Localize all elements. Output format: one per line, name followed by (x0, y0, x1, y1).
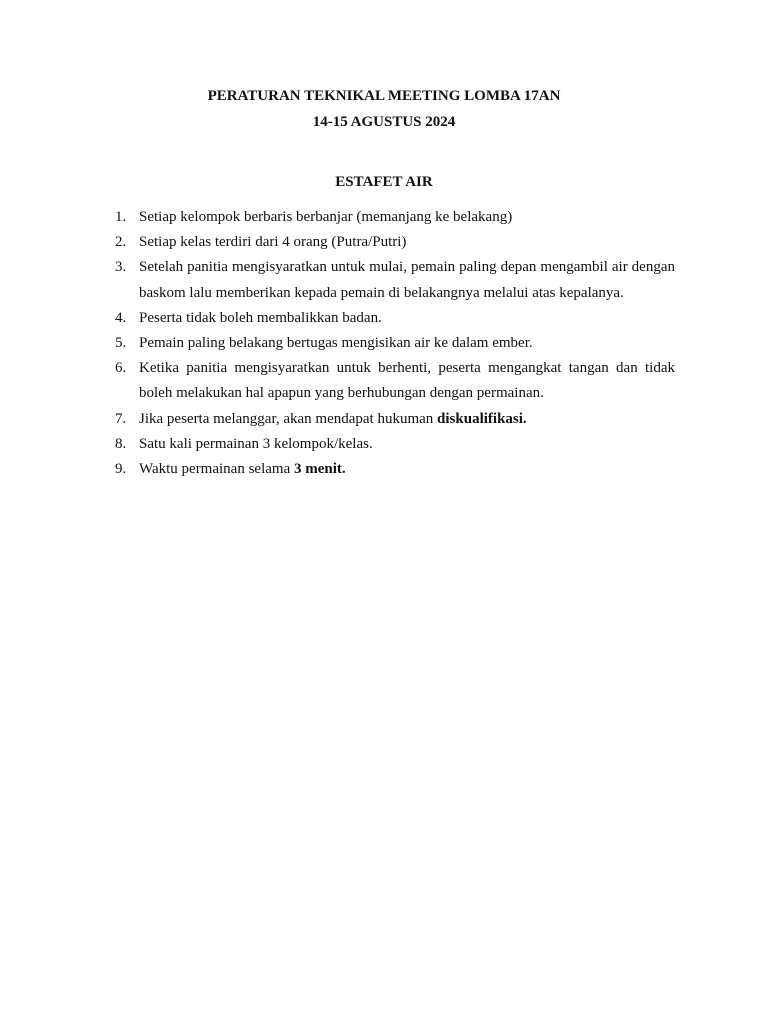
rule-text: Waktu permainan selama (139, 461, 294, 478)
section-heading: ESTAFET AIR (335, 174, 433, 190)
rule-item (113, 255, 675, 305)
rule-number: 8. (115, 435, 127, 452)
rule-item (113, 205, 675, 230)
rule-number: 2. (115, 234, 127, 251)
rule-text: Jika peserta melanggar, akan mendapat hukuman (139, 410, 438, 427)
rule-item (113, 331, 675, 356)
rule-text: Setiap kelompok berbaris berbanjar (memanjang ke belakang) (139, 209, 513, 225)
rule-text: Pemain paling belakang bertugas mengisikan air ke dalam ember. (139, 335, 533, 352)
rule-item (113, 457, 675, 482)
rule-text: Ketika panitia mengisyaratkan untuk berhenti, peserta mengangkat tangan dan tidak boleh melakukan hal apapun yang berhubungan dengan permainan. (139, 360, 675, 402)
document-title: PERATURAN TEKNIKAL MEETING LOMBA 17AN (207, 88, 561, 104)
rule-number: 7. (115, 410, 127, 427)
rules-list (113, 205, 675, 482)
rule-text: Setiap kelas terdiri dari 4 orang (Putra/Putri) (139, 234, 407, 251)
document-date: 14-15 AGUSTUS 2024 (312, 114, 456, 130)
rule-item (113, 306, 675, 331)
rule-item (113, 356, 675, 406)
rule-number: 1. (115, 209, 127, 225)
rule-number: 9. (115, 461, 127, 478)
rule-text: Setelah panitia mengisyaratkan untuk mulai, pemain paling depan mengambil air dengan baskom lalu memberikan kepada pemain di belakangnya melalui atas kepalanya. (139, 259, 675, 301)
rule-item (113, 407, 675, 432)
rule-emphasis: diskualifikasi. (437, 410, 527, 427)
rule-number: 3. (115, 259, 127, 276)
rule-text: Peserta tidak boleh membalikkan badan. (139, 309, 382, 326)
rule-number: 5. (115, 335, 127, 352)
rule-emphasis: 3 menit. (293, 461, 346, 478)
rule-number: 4. (115, 309, 127, 326)
rule-number: 6. (115, 360, 127, 377)
rule-item (113, 432, 675, 457)
rule-text: Satu kali permainan 3 kelompok/kelas. (139, 435, 373, 452)
rule-item (113, 230, 675, 255)
